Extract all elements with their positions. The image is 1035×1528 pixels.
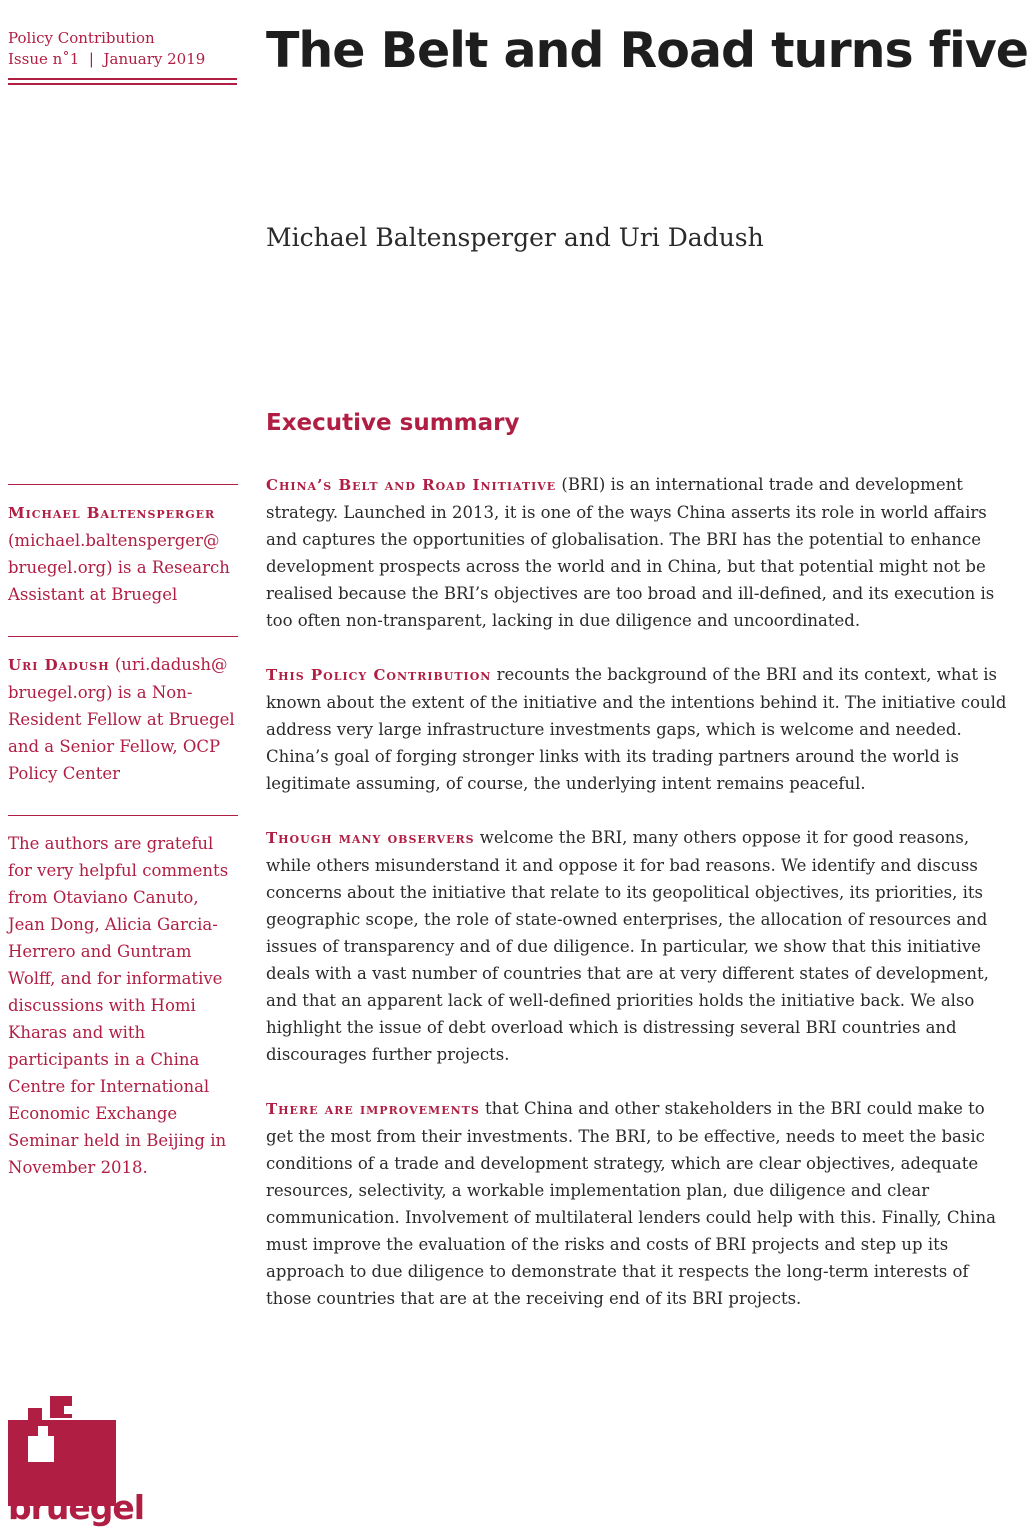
series-rule — [8, 78, 237, 85]
executive-summary-heading: Executive summary — [266, 410, 520, 436]
paragraph-lead: This Policy Contribution — [266, 666, 492, 684]
bruegel-logo-wordmark: bruegel — [8, 1488, 145, 1527]
series-name: Policy Contribution — [8, 29, 155, 47]
author-bio-text: (michael.baltensperger@ bruegel.org) is a Research Assistant at Bruegel — [8, 531, 230, 604]
page-title: The Belt and Road turns five — [266, 22, 1029, 79]
series-issue: Issue n˚1 — [8, 50, 80, 68]
summary-paragraph — [266, 471, 1012, 634]
author-bio-text: (uri.dadush@ bruegel.org) is a Non-Resident Fellow at Bruegel and a Senior Fellow, OCP Policy Center — [8, 655, 235, 783]
acknowledgements: The authors are grateful for very helpful comments from Otaviano Canuto, Jean Dong, Alicia Garcia-Herrero and Guntram Wolff, and for informative discussions with Homi Kharas and with participants in a China Centre for International Economic Exchange Seminar held in Beijing in November 2018. — [8, 815, 238, 1181]
summary-paragraph — [266, 1095, 1012, 1312]
executive-summary-body — [266, 471, 1012, 1339]
author-bio-baltensperger — [8, 484, 238, 608]
paragraph-lead: China’s Belt and Road Initiative — [266, 476, 557, 494]
series-issue-line: Issue n˚1 | January 2019 — [8, 50, 206, 68]
paragraph-text: (BRI) is an international trade and development strategy. Launched in 2013, it is one of the ways China asserts its role in world affairs and captures the opportunities of globalisation. The BRI has the potential to enhance development prospects across the world and in China, but that potential might not be realised because the BRI’s objectives are too broad and ill-defined, and its execution is too often non-transparent, lacking in due diligence and uncoordinated. — [266, 475, 995, 630]
summary-paragraph — [266, 824, 1012, 1068]
author-bio-name: Michael Baltensperger — [8, 504, 216, 522]
paragraph-text: welcome the BRI, many others oppose it for good reasons, while others misunderstand it and oppose it for bad reasons. We identify and discuss concerns about the initiative that relate to its geopolitical objectives, its priorities, its geographic scope, the role of state-owned enterprises, the allocation of resources and issues of transparency and of due diligence. In particular, we show that this initiative deals with a vast number of countries that are at very different states of development, and that an apparent lack of well-defined priorities holds the initiative back. We also highlight the issue of debt overload which is distressing several BRI countries and discourages further projects. — [266, 828, 989, 1064]
author-bio-dadush — [8, 636, 238, 787]
paragraph-lead: There are improvements — [266, 1100, 480, 1118]
series-info — [8, 28, 238, 85]
summary-paragraph — [266, 661, 1012, 797]
author-bio-name: Uri Dadush — [8, 656, 110, 674]
sidebar — [8, 484, 238, 1209]
paragraph-text: that China and other stakeholders in the BRI could make to get the most from their investments. The BRI, to be effective, needs to meet the basic conditions of a trade and development strategy, which are clear objectives, adequate resources, selectivity, a workable implementation plan, due diligence and clear communication. Involvement of multilateral lenders could help with this. Finally, China must improve the evaluation of the risks and costs of BRI projects and step up its approach to due diligence to demonstrate that it respects the long-term interests of those countries that are at the receiving end of its BRI projects. — [266, 1099, 996, 1308]
paragraph-text: recounts the background of the BRI and its context, what is known about the extent of the initiative and the intentions behind it. The initiative could address very large infrastructure investments gaps, which is welcome and needed. China’s goal of forging stronger links with its trading partners around the world is legitimate assuming, of course, the underlying intent remains peaceful. — [266, 665, 1007, 793]
author-line: Michael Baltensperger and Uri Dadush — [266, 223, 764, 252]
series-date: January 2019 — [103, 50, 206, 68]
paragraph-lead: Though many observers — [266, 829, 475, 847]
